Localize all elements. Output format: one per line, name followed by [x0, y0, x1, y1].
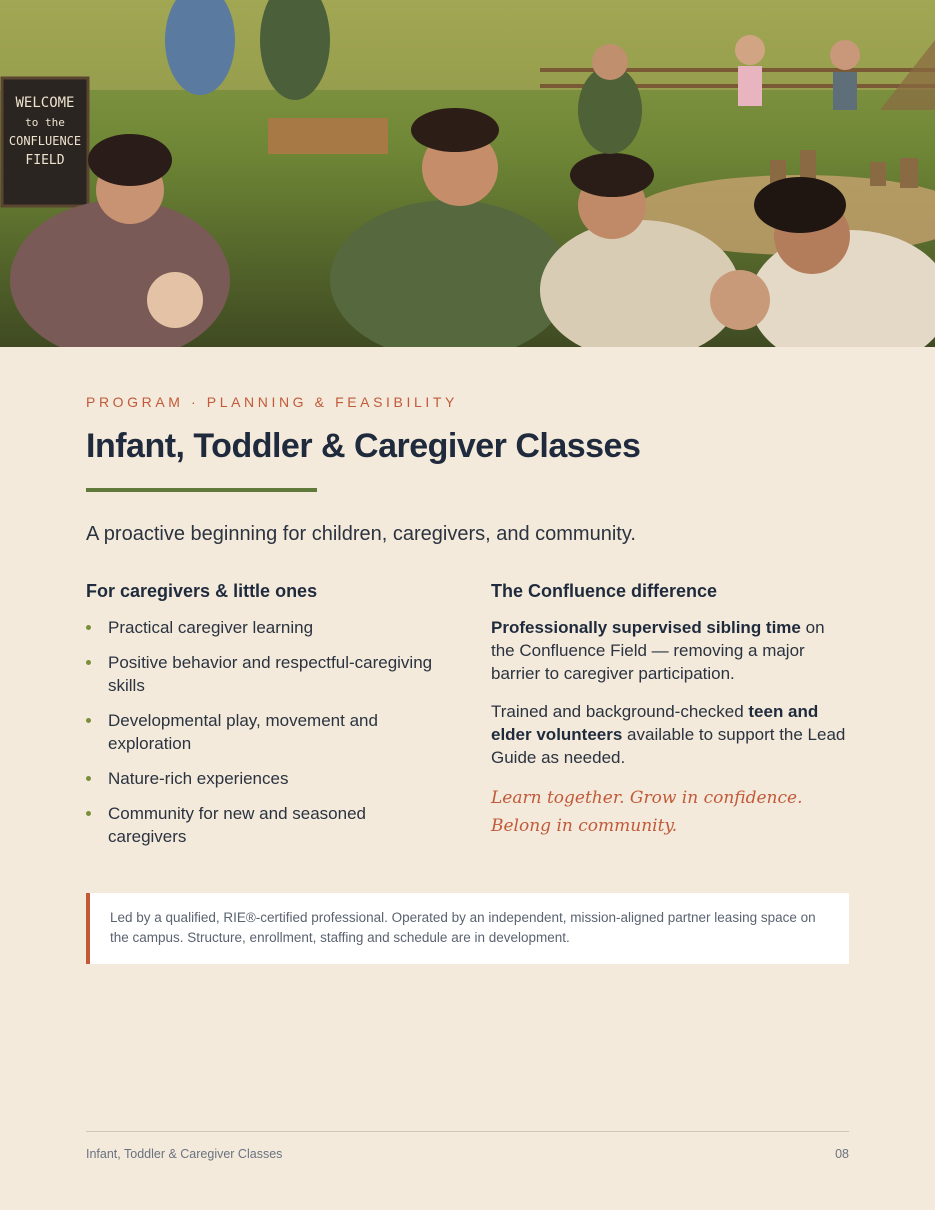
svg-text:CONFLUENCE: CONFLUENCE — [8, 134, 82, 148]
list-item: Developmental play, movement and exploration — [86, 709, 446, 755]
volunteers-paragraph: Trained and background-checked teen and elder volunteers available to support the Lead Guide as needed. — [491, 702, 846, 767]
bullet-dot-icon — [86, 625, 91, 630]
left-column-heading: For caregivers & little ones — [86, 581, 318, 601]
tagline: Learn together. Grow in confidence. Belong in community. — [491, 788, 803, 836]
list-item: Positive behavior and respectful-caregiving skills — [86, 651, 446, 697]
right-column-heading: The Confluence difference — [491, 581, 718, 601]
left-column — [86, 581, 446, 860]
lead-text: A proactive beginning for children, caregivers, and community. — [86, 523, 636, 545]
svg-text:to the: to the — [25, 116, 65, 129]
page-title: Infant, Toddler & Caregiver Classes — [86, 427, 641, 465]
footer-title: Infant, Toddler & Caregiver Classes — [86, 1147, 283, 1161]
right-column — [491, 581, 849, 840]
svg-text:WELCOME: WELCOME — [15, 95, 75, 111]
bullet-dot-icon — [86, 718, 91, 723]
list-item: Nature-rich experiences — [86, 767, 446, 790]
benefits-list — [86, 616, 446, 848]
title-underline — [86, 488, 317, 492]
bullet-dot-icon — [86, 776, 91, 781]
hero-illustration — [0, 0, 935, 347]
supervised-sibling-paragraph: Professionally supervised sibling time on the Confluence Field — removing a major barrier to caregiver participation. — [491, 618, 825, 683]
section-eyebrow: PROGRAM · PLANNING & FEASIBILITY — [86, 394, 458, 410]
info-callout: Led by a qualified, RIE®-certified professional. Operated by an independent, mission-aligned partner leasing space on the campus. Structure, enrollment, staffing and schedule are in development. — [86, 893, 849, 964]
bullet-dot-icon — [86, 811, 91, 816]
svg-text:FIELD: FIELD — [25, 153, 65, 168]
list-item: Practical caregiver learning — [86, 616, 446, 639]
footer-divider — [86, 1131, 849, 1132]
page-number: 08 — [835, 1147, 849, 1161]
bullet-dot-icon — [86, 660, 91, 665]
list-item: Community for new and seasoned caregivers — [86, 802, 446, 848]
welcome-sign — [2, 78, 88, 206]
hero-photo — [0, 0, 935, 347]
